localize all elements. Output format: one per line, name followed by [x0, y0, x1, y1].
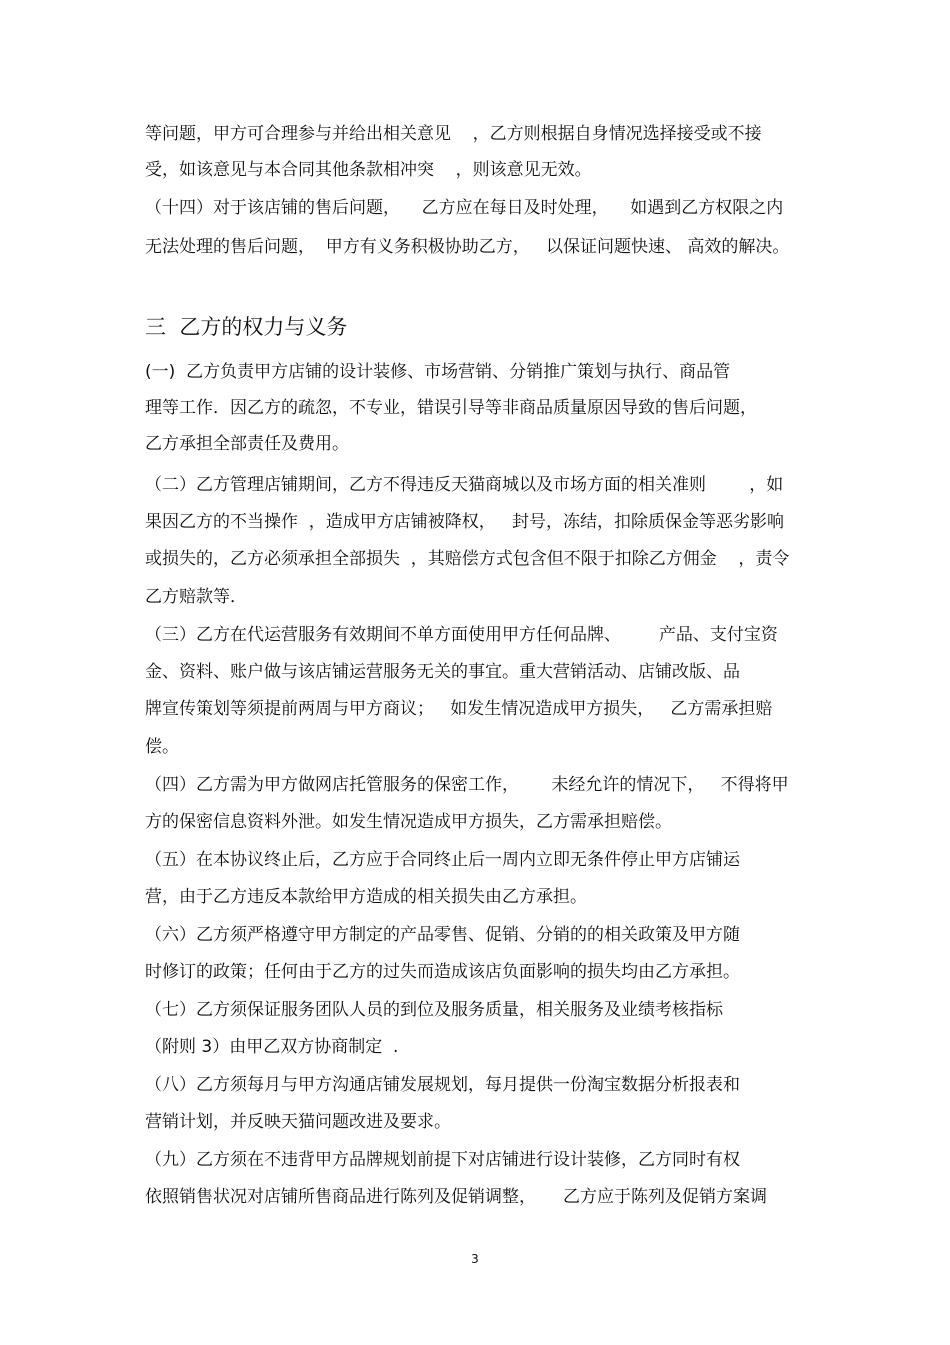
text-line: (一) 乙方负责甲方店铺的设计装修、市场营销、分销推广策划与执行、商品管: [145, 362, 731, 382]
text-line: （三）乙方在代运营服务有效期间不单方面使用甲方任何品牌、 产品、支付宝资: [145, 625, 778, 645]
text-line: 乙方赔款等．: [145, 587, 247, 607]
text-line: 营销计划，并反映天猫问题改进及要求。: [145, 1112, 451, 1132]
text-line: （九）乙方须在不违背甲方品牌规划前提下对店铺进行设计装修，乙方同时有权: [145, 1150, 740, 1170]
text-line: 理等工作．因乙方的疏忽，不专业，错误引导等非商品质量原因导致的售后问题，: [145, 398, 757, 418]
text-line: 无法处理的售后问题， 甲方有义务积极协助乙方， 以保证问题快速、 高效的解决。: [145, 237, 790, 257]
text-line: （二）乙方管理店铺期间，乙方不得违反天猫商城以及市场方面的相关准则 ，如: [145, 475, 784, 495]
text-line: （附则 3）由甲乙双方协商制定 .: [145, 1037, 399, 1057]
text-line: 依照销售状况对店铺所售商品进行陈列及促销调整， 乙方应于陈列及促销方案调: [145, 1187, 768, 1207]
text-line: 等问题，甲方可合理参与并给出相关意见 ，乙方则根据自身情况选择接受或不接: [145, 124, 762, 144]
text-line: 时修订的政策；任何由于乙方的过失而造成该店负面影响的损失均由乙方承担。: [145, 962, 740, 982]
text-line: （十四）对于该店铺的售后问题， 乙方应在每日及时处理， 如遇到乙方权限之内: [145, 198, 784, 218]
text-line: 或损失的，乙方必须承担全部损失 ，其赔偿方式包含但不限于扣除乙方佣金 ，责令: [145, 549, 790, 569]
text-line: 营，由于乙方违反本款给甲方造成的相关损失由乙方承担。: [145, 887, 587, 907]
text-line: 受，如该意见与本合同其他条款相冲突 ，则该意见无效。: [145, 160, 592, 180]
text-line: 金、资料、账户做与该店铺运营服务无关的事宜。重大营销活动、店铺改版、品: [145, 662, 740, 682]
text-line: 果因乙方的不当操作 ，造成甲方店铺被降权， 封号，冻结，扣除质保金等恶劣影响: [145, 512, 785, 532]
text-line: （五）在本协议终止后，乙方应于合同终止后一周内立即无条件停止甲方店铺运: [145, 850, 740, 870]
text-line: （四）乙方需为甲方做网店托管服务的保密工作， 未经允许的情况下， 不得将甲: [145, 775, 789, 795]
text-line: （八）乙方须每月与甲方沟通店铺发展规划，每月提供一份淘宝数据分析报表和: [145, 1075, 740, 1095]
text-line: 乙方承担全部责任及费用。: [145, 434, 349, 454]
text-line: （六）乙方须严格遵守甲方制定的产品零售、促销、分销的的相关政策及甲方随: [145, 925, 740, 945]
text-line: 牌宣传策划等须提前两周与甲方商议； 如发生情况造成甲方损失， 乙方需承担赔: [145, 699, 773, 719]
page-number: 3: [471, 1252, 479, 1266]
text-line: （七）乙方须保证服务团队人员的到位及服务质量，相关服务及业绩考核指标: [145, 1000, 723, 1020]
text-line: 偿。: [145, 737, 179, 757]
text-line: 方的保密信息资料外泄。如发生情况造成甲方损失，乙方需承担赔偿。: [145, 812, 672, 832]
section-heading: 三 乙方的权力与义务: [145, 315, 348, 339]
